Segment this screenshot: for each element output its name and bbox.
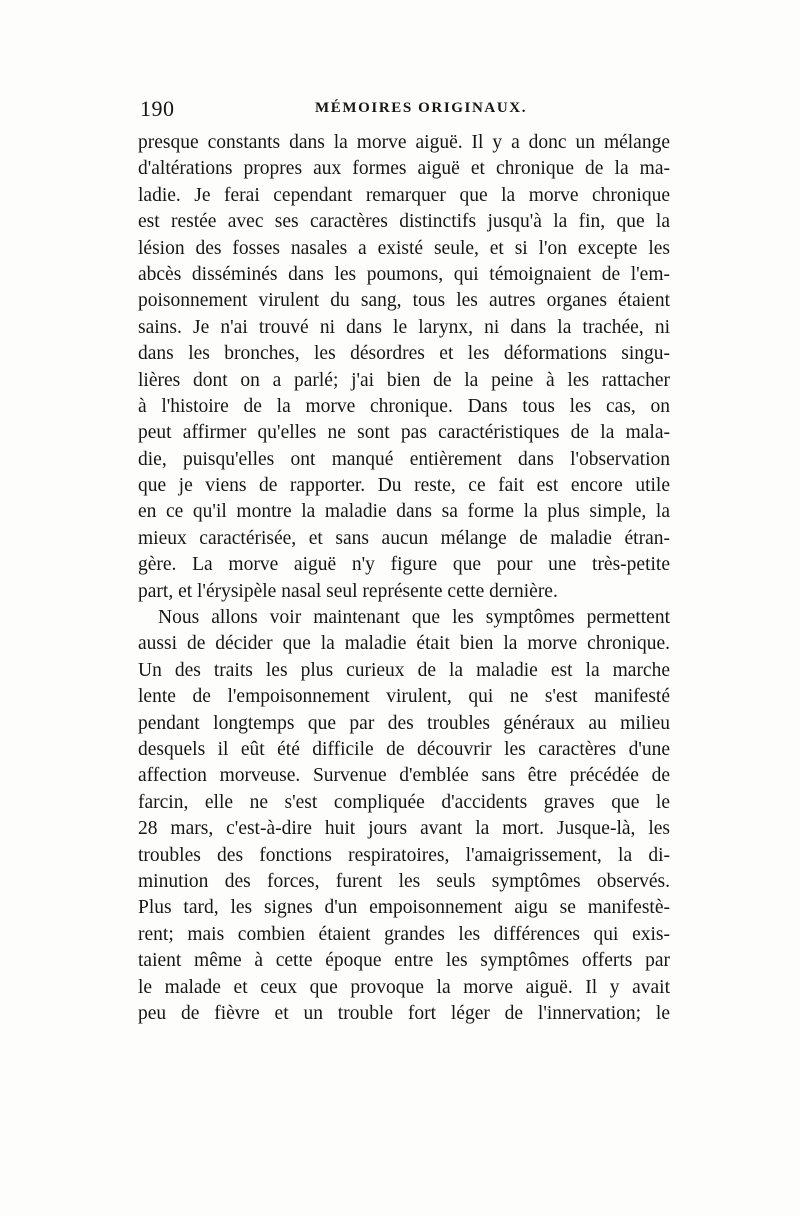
running-head <box>140 96 668 124</box>
text-line: taient même à cette époque entre les symptômes offerts par <box>138 950 670 972</box>
text-line: farcin, elle ne s'est compliquée d'accidents graves que le <box>138 791 670 813</box>
text-line: à l'histoire de la morve chronique. Dans tous les cas, on <box>138 395 670 417</box>
text-line: que je viens de rapporter. Du reste, ce fait est encore utile <box>138 475 670 497</box>
text-line: peu de fièvre et un trouble fort léger de l'innervation; le <box>138 1002 670 1024</box>
text-line: dans les bronches, les désordres et les déformations singu- <box>138 343 670 365</box>
text-line: mieux caractérisée, et sans aucun mélange de maladie étran- <box>138 527 670 549</box>
running-title: MÉMOIRES ORIGINAUX. <box>315 100 528 116</box>
text-line: abcès disséminés dans les poumons, qui témoignaient de l'em- <box>138 263 670 285</box>
text-line: part, et l'érysipèle nasal seul représente cette dernière. <box>138 580 558 602</box>
text-line: presque constants dans la morve aiguë. Il y a donc un mélange <box>138 132 670 153</box>
text-line: peut affirmer qu'elles ne sont pas caractéristiques de la mala- <box>138 422 670 444</box>
paragraph-2 <box>138 605 670 1027</box>
text-line: d'altérations propres aux formes aiguë et chronique de la ma- <box>138 158 670 180</box>
paragraph-1 <box>138 130 670 605</box>
text-line: ladie. Je ferai cependant remarquer que la morve chronique <box>138 184 670 206</box>
text-line: minution des forces, furent les seuls symptômes observés. <box>138 870 670 892</box>
page-number: 190 <box>140 96 175 121</box>
text-line: troubles des fonctions respiratoires, l'amaigrissement, la di- <box>138 844 670 866</box>
text-line: Nous allons voir maintenant que les symptômes permettent <box>158 607 670 629</box>
body-text <box>138 130 670 1027</box>
text-line: desquels il eût été difficile de découvrir les caractères d'une <box>138 738 670 760</box>
text-line: affection morveuse. Survenue d'emblée sans être précédée de <box>138 765 670 787</box>
text-line: aussi de décider que la maladie était bien la morve chronique. <box>138 633 670 655</box>
text-line: le malade et ceux que provoque la morve aiguë. Il y avait <box>138 976 670 998</box>
text-line: sains. Je n'ai trouvé ni dans le larynx, ni dans la trachée, ni <box>138 316 670 338</box>
text-line: lésion des fosses nasales a existé seule, et si l'on excepte les <box>138 237 670 259</box>
text-line: lente de l'empoisonnement virulent, qui ne s'est manifesté <box>138 686 670 708</box>
text-line: gère. La morve aiguë n'y figure que pour une très-petite <box>138 554 670 576</box>
text-line: en ce qu'il montre la maladie dans sa forme la plus simple, la <box>138 501 670 523</box>
text-line: poisonnement virulent du sang, tous les autres organes étaient <box>138 290 670 312</box>
text-line: est restée avec ses caractères distinctifs jusqu'à la fin, que la <box>138 211 670 233</box>
text-line: Un des traits les plus curieux de la maladie est la marche <box>138 659 670 681</box>
text-line: rent; mais combien étaient grandes les différences qui exis- <box>138 923 670 945</box>
text-line: Plus tard, les signes d'un empoisonnement aigu se manifestè- <box>138 897 670 919</box>
text-line: 28 mars, c'est-à-dire huit jours avant la mort. Jusque-là, les <box>138 818 670 840</box>
text-line: die, puisqu'elles ont manqué entièrement dans l'observation <box>138 448 670 470</box>
text-line: lières dont on a parlé; j'ai bien de la peine à les rattacher <box>138 369 670 391</box>
text-line: pendant longtemps que par des troubles généraux au milieu <box>138 712 670 734</box>
